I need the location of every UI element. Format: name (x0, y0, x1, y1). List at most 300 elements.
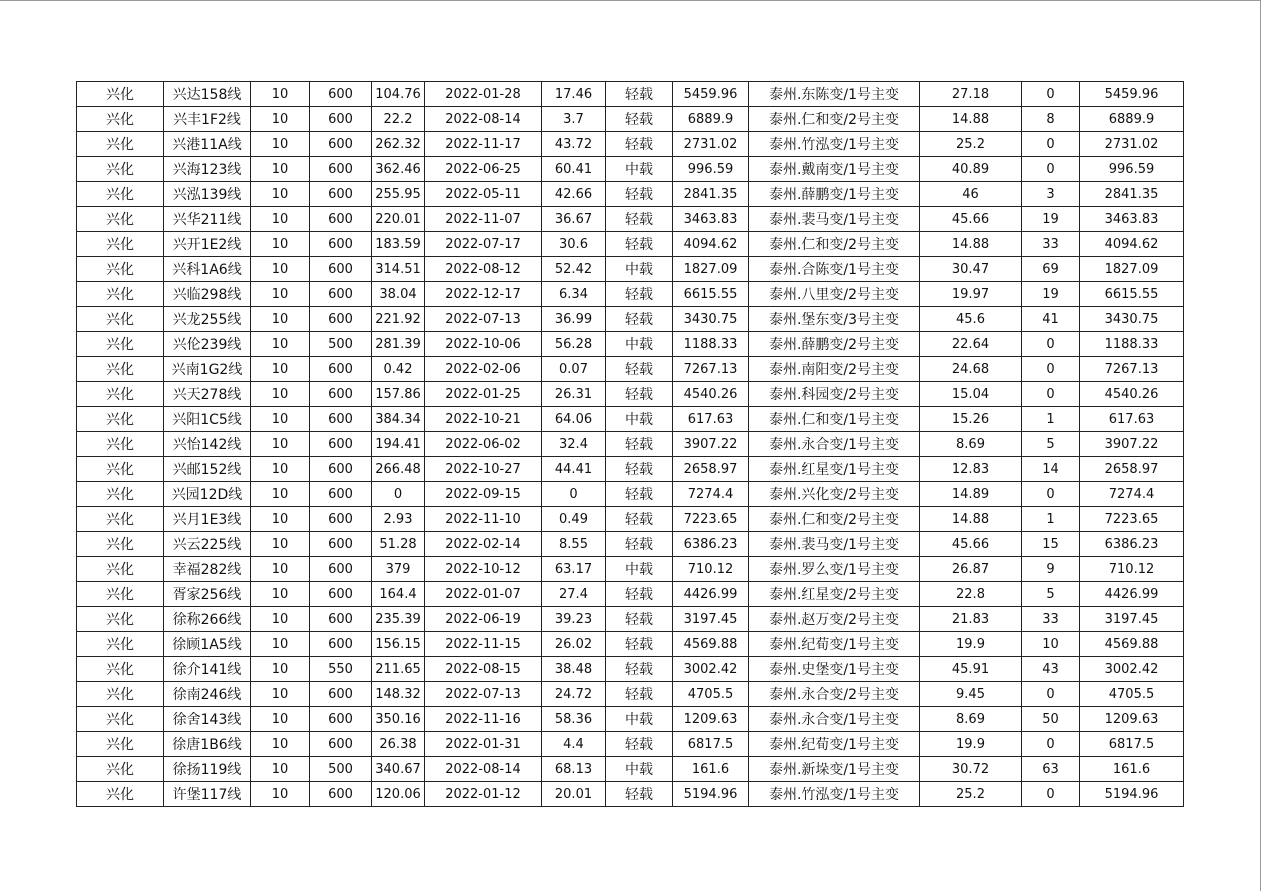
county-cell: 兴化 (77, 407, 164, 432)
capacity-cell: 600 (310, 82, 372, 107)
load-rate-cell: 24.72 (542, 682, 606, 707)
line-name-cell: 兴阳1C5线 (164, 407, 251, 432)
capacity-cell: 600 (310, 732, 372, 757)
load-cell: 156.15 (372, 632, 425, 657)
load-cell: 221.92 (372, 307, 425, 332)
line-name-cell: 兴邮152线 (164, 457, 251, 482)
capacity-cell: 600 (310, 207, 372, 232)
voltage-cell: 10 (251, 257, 310, 282)
load-rate-cell: 56.28 (542, 332, 606, 357)
load-status-cell: 轻载 (606, 532, 673, 557)
substation-cell: 泰州.仁和变/2号主变 (749, 507, 920, 532)
county-cell: 兴化 (77, 632, 164, 657)
spare-capacity-cell: 710.12 (673, 557, 749, 582)
date-cell: 2022-06-02 (425, 432, 542, 457)
count-cell: 1 (1022, 507, 1080, 532)
available-capacity-cell: 3463.83 (1080, 207, 1184, 232)
table-row (77, 682, 1184, 707)
voltage-cell: 10 (251, 382, 310, 407)
capacity-cell: 600 (310, 357, 372, 382)
load-status-cell: 轻载 (606, 382, 673, 407)
date-cell: 2022-02-06 (425, 357, 542, 382)
available-capacity-cell: 6615.55 (1080, 282, 1184, 307)
voltage-cell: 10 (251, 207, 310, 232)
spare-capacity-cell: 6615.55 (673, 282, 749, 307)
substation-cell: 泰州.史堡变/1号主变 (749, 657, 920, 682)
table-row (77, 782, 1184, 807)
line-name-cell: 兴伦239线 (164, 332, 251, 357)
county-cell: 兴化 (77, 607, 164, 632)
main-transformer-load-cell: 9.45 (920, 682, 1022, 707)
spare-capacity-cell: 4094.62 (673, 232, 749, 257)
main-transformer-load-cell: 21.83 (920, 607, 1022, 632)
load-cell: 157.86 (372, 382, 425, 407)
table-row (77, 732, 1184, 757)
available-capacity-cell: 5194.96 (1080, 782, 1184, 807)
date-cell: 2022-06-19 (425, 607, 542, 632)
load-status-cell: 轻载 (606, 507, 673, 532)
count-cell: 8 (1022, 107, 1080, 132)
substation-cell: 泰州.仁和变/2号主变 (749, 107, 920, 132)
county-cell: 兴化 (77, 657, 164, 682)
available-capacity-cell: 4094.62 (1080, 232, 1184, 257)
county-cell: 兴化 (77, 557, 164, 582)
available-capacity-cell: 1827.09 (1080, 257, 1184, 282)
table-row (77, 557, 1184, 582)
count-cell: 0 (1022, 482, 1080, 507)
voltage-cell: 10 (251, 132, 310, 157)
load-cell: 148.32 (372, 682, 425, 707)
spare-capacity-cell: 3002.42 (673, 657, 749, 682)
count-cell: 10 (1022, 632, 1080, 657)
voltage-cell: 10 (251, 232, 310, 257)
load-status-cell: 中载 (606, 707, 673, 732)
table-row (77, 482, 1184, 507)
capacity-cell: 600 (310, 307, 372, 332)
load-rate-cell: 36.99 (542, 307, 606, 332)
load-cell: 194.41 (372, 432, 425, 457)
table-row (77, 332, 1184, 357)
capacity-cell: 600 (310, 632, 372, 657)
capacity-cell: 600 (310, 257, 372, 282)
county-cell: 兴化 (77, 582, 164, 607)
load-rate-cell: 64.06 (542, 407, 606, 432)
spare-capacity-cell: 996.59 (673, 157, 749, 182)
substation-cell: 泰州.仁和变/2号主变 (749, 232, 920, 257)
load-cell: 340.67 (372, 757, 425, 782)
main-transformer-load-cell: 27.18 (920, 82, 1022, 107)
count-cell: 9 (1022, 557, 1080, 582)
date-cell: 2022-07-17 (425, 232, 542, 257)
capacity-cell: 600 (310, 707, 372, 732)
available-capacity-cell: 2841.35 (1080, 182, 1184, 207)
table-row (77, 757, 1184, 782)
line-name-cell: 兴海123线 (164, 157, 251, 182)
main-transformer-load-cell: 19.9 (920, 632, 1022, 657)
count-cell: 33 (1022, 607, 1080, 632)
county-cell: 兴化 (77, 282, 164, 307)
substation-cell: 泰州.永合变/1号主变 (749, 432, 920, 457)
load-rate-cell: 38.48 (542, 657, 606, 682)
main-transformer-load-cell: 25.2 (920, 132, 1022, 157)
main-transformer-load-cell: 14.89 (920, 482, 1022, 507)
table-row (77, 232, 1184, 257)
main-transformer-load-cell: 8.69 (920, 707, 1022, 732)
load-cell: 281.39 (372, 332, 425, 357)
date-cell: 2022-10-21 (425, 407, 542, 432)
line-name-cell: 兴科1A6线 (164, 257, 251, 282)
substation-cell: 泰州.八里变/2号主变 (749, 282, 920, 307)
count-cell: 14 (1022, 457, 1080, 482)
voltage-cell: 10 (251, 582, 310, 607)
voltage-cell: 10 (251, 432, 310, 457)
county-cell: 兴化 (77, 182, 164, 207)
voltage-cell: 10 (251, 632, 310, 657)
voltage-cell: 10 (251, 557, 310, 582)
load-rate-cell: 26.02 (542, 632, 606, 657)
available-capacity-cell: 710.12 (1080, 557, 1184, 582)
available-capacity-cell: 617.63 (1080, 407, 1184, 432)
available-capacity-cell: 2731.02 (1080, 132, 1184, 157)
table-row (77, 157, 1184, 182)
capacity-cell: 500 (310, 757, 372, 782)
load-rate-cell: 30.6 (542, 232, 606, 257)
capacity-cell: 600 (310, 107, 372, 132)
load-cell: 0 (372, 482, 425, 507)
county-cell: 兴化 (77, 782, 164, 807)
line-name-cell: 兴云225线 (164, 532, 251, 557)
voltage-cell: 10 (251, 507, 310, 532)
spare-capacity-cell: 5459.96 (673, 82, 749, 107)
load-rate-cell: 32.4 (542, 432, 606, 457)
substation-cell: 泰州.竹泓变/1号主变 (749, 782, 920, 807)
substation-cell: 泰州.罗么变/1号主变 (749, 557, 920, 582)
main-transformer-load-cell: 45.6 (920, 307, 1022, 332)
line-name-cell: 兴临298线 (164, 282, 251, 307)
substation-cell: 泰州.裴马变/1号主变 (749, 207, 920, 232)
available-capacity-cell: 3002.42 (1080, 657, 1184, 682)
county-cell: 兴化 (77, 157, 164, 182)
spare-capacity-cell: 7223.65 (673, 507, 749, 532)
date-cell: 2022-10-12 (425, 557, 542, 582)
capacity-cell: 600 (310, 582, 372, 607)
count-cell: 69 (1022, 257, 1080, 282)
count-cell: 0 (1022, 382, 1080, 407)
date-cell: 2022-11-16 (425, 707, 542, 732)
available-capacity-cell: 6817.5 (1080, 732, 1184, 757)
load-status-cell: 轻载 (606, 232, 673, 257)
load-rate-cell: 36.67 (542, 207, 606, 232)
available-capacity-cell: 6386.23 (1080, 532, 1184, 557)
load-status-cell: 中载 (606, 557, 673, 582)
voltage-cell: 10 (251, 407, 310, 432)
spare-capacity-cell: 6386.23 (673, 532, 749, 557)
load-rate-cell: 6.34 (542, 282, 606, 307)
load-rate-cell: 0.49 (542, 507, 606, 532)
count-cell: 19 (1022, 207, 1080, 232)
load-status-cell: 轻载 (606, 132, 673, 157)
county-cell: 兴化 (77, 132, 164, 157)
substation-cell: 泰州.戴南变/1号主变 (749, 157, 920, 182)
voltage-cell: 10 (251, 107, 310, 132)
load-status-cell: 轻载 (606, 282, 673, 307)
table-row (77, 132, 1184, 157)
load-status-cell: 轻载 (606, 82, 673, 107)
voltage-cell: 10 (251, 282, 310, 307)
substation-cell: 泰州.薛鹏变/1号主变 (749, 182, 920, 207)
load-cell: 266.48 (372, 457, 425, 482)
table-row (77, 282, 1184, 307)
count-cell: 5 (1022, 582, 1080, 607)
available-capacity-cell: 5459.96 (1080, 82, 1184, 107)
substation-cell: 泰州.纪荀变/1号主变 (749, 632, 920, 657)
line-name-cell: 兴月1E3线 (164, 507, 251, 532)
substation-cell: 泰州.竹泓变/1号主变 (749, 132, 920, 157)
load-cell: 235.39 (372, 607, 425, 632)
county-cell: 兴化 (77, 332, 164, 357)
date-cell: 2022-11-15 (425, 632, 542, 657)
load-cell: 362.46 (372, 157, 425, 182)
main-transformer-load-cell: 19.9 (920, 732, 1022, 757)
county-cell: 兴化 (77, 207, 164, 232)
load-status-cell: 中载 (606, 757, 673, 782)
available-capacity-cell: 4705.5 (1080, 682, 1184, 707)
table-row (77, 382, 1184, 407)
load-rate-cell: 3.7 (542, 107, 606, 132)
date-cell: 2022-08-14 (425, 107, 542, 132)
voltage-cell: 10 (251, 607, 310, 632)
county-cell: 兴化 (77, 357, 164, 382)
spare-capacity-cell: 5194.96 (673, 782, 749, 807)
main-transformer-load-cell: 45.91 (920, 657, 1022, 682)
capacity-cell: 600 (310, 182, 372, 207)
capacity-cell: 600 (310, 482, 372, 507)
load-status-cell: 轻载 (606, 732, 673, 757)
available-capacity-cell: 2658.97 (1080, 457, 1184, 482)
load-status-cell: 轻载 (606, 357, 673, 382)
date-cell: 2022-10-06 (425, 332, 542, 357)
load-status-cell: 中载 (606, 407, 673, 432)
capacity-cell: 600 (310, 507, 372, 532)
spare-capacity-cell: 1188.33 (673, 332, 749, 357)
line-name-cell: 徐扬119线 (164, 757, 251, 782)
voltage-cell: 10 (251, 307, 310, 332)
county-cell: 兴化 (77, 507, 164, 532)
main-transformer-load-cell: 24.68 (920, 357, 1022, 382)
main-transformer-load-cell: 22.64 (920, 332, 1022, 357)
county-cell: 兴化 (77, 707, 164, 732)
table-row (77, 82, 1184, 107)
available-capacity-cell: 7223.65 (1080, 507, 1184, 532)
count-cell: 43 (1022, 657, 1080, 682)
load-cell: 22.2 (372, 107, 425, 132)
main-transformer-load-cell: 46 (920, 182, 1022, 207)
load-rate-cell: 60.41 (542, 157, 606, 182)
table-row (77, 607, 1184, 632)
available-capacity-cell: 996.59 (1080, 157, 1184, 182)
capacity-cell: 550 (310, 657, 372, 682)
available-capacity-cell: 6889.9 (1080, 107, 1184, 132)
line-name-cell: 兴华211线 (164, 207, 251, 232)
substation-cell: 泰州.科园变/2号主变 (749, 382, 920, 407)
substation-cell: 泰州.红星变/1号主变 (749, 457, 920, 482)
spare-capacity-cell: 3463.83 (673, 207, 749, 232)
count-cell: 41 (1022, 307, 1080, 332)
load-cell: 104.76 (372, 82, 425, 107)
voltage-cell: 10 (251, 157, 310, 182)
table-row (77, 532, 1184, 557)
substation-cell: 泰州.红星变/2号主变 (749, 582, 920, 607)
line-name-cell: 兴怡142线 (164, 432, 251, 457)
line-name-cell: 兴开1E2线 (164, 232, 251, 257)
load-cell: 120.06 (372, 782, 425, 807)
load-cell: 2.93 (372, 507, 425, 532)
spare-capacity-cell: 4426.99 (673, 582, 749, 607)
load-rate-cell: 0 (542, 482, 606, 507)
load-status-cell: 轻载 (606, 607, 673, 632)
voltage-cell: 10 (251, 707, 310, 732)
date-cell: 2022-10-27 (425, 457, 542, 482)
available-capacity-cell: 4540.26 (1080, 382, 1184, 407)
substation-cell: 泰州.南阳变/2号主变 (749, 357, 920, 382)
voltage-cell: 10 (251, 182, 310, 207)
main-transformer-load-cell: 45.66 (920, 532, 1022, 557)
line-name-cell: 胥家256线 (164, 582, 251, 607)
main-transformer-load-cell: 12.83 (920, 457, 1022, 482)
capacity-cell: 600 (310, 782, 372, 807)
line-name-cell: 徐舍143线 (164, 707, 251, 732)
load-rate-cell: 20.01 (542, 782, 606, 807)
load-cell: 211.65 (372, 657, 425, 682)
substation-cell: 泰州.堡东变/3号主变 (749, 307, 920, 332)
substation-cell: 泰州.薛鹏变/2号主变 (749, 332, 920, 357)
load-rate-cell: 68.13 (542, 757, 606, 782)
county-cell: 兴化 (77, 457, 164, 482)
spare-capacity-cell: 2658.97 (673, 457, 749, 482)
date-cell: 2022-07-13 (425, 307, 542, 332)
count-cell: 1 (1022, 407, 1080, 432)
available-capacity-cell: 7267.13 (1080, 357, 1184, 382)
county-cell: 兴化 (77, 257, 164, 282)
available-capacity-cell: 4426.99 (1080, 582, 1184, 607)
main-transformer-load-cell: 45.66 (920, 207, 1022, 232)
line-name-cell: 兴泓139线 (164, 182, 251, 207)
spare-capacity-cell: 6817.5 (673, 732, 749, 757)
table-row (77, 307, 1184, 332)
line-name-cell: 兴龙255线 (164, 307, 251, 332)
table-row (77, 257, 1184, 282)
load-status-cell: 中载 (606, 332, 673, 357)
load-cell: 384.34 (372, 407, 425, 432)
voltage-cell: 10 (251, 357, 310, 382)
count-cell: 0 (1022, 732, 1080, 757)
spare-capacity-cell: 6889.9 (673, 107, 749, 132)
count-cell: 3 (1022, 182, 1080, 207)
date-cell: 2022-01-28 (425, 82, 542, 107)
table-row (77, 632, 1184, 657)
capacity-cell: 600 (310, 457, 372, 482)
main-transformer-load-cell: 30.47 (920, 257, 1022, 282)
substation-cell: 泰州.赵万变/2号主变 (749, 607, 920, 632)
voltage-cell: 10 (251, 682, 310, 707)
main-transformer-load-cell: 14.88 (920, 232, 1022, 257)
spare-capacity-cell: 7274.4 (673, 482, 749, 507)
date-cell: 2022-02-14 (425, 532, 542, 557)
load-rate-cell: 17.46 (542, 82, 606, 107)
spare-capacity-cell: 1209.63 (673, 707, 749, 732)
load-cell: 220.01 (372, 207, 425, 232)
county-cell: 兴化 (77, 82, 164, 107)
load-rate-cell: 4.4 (542, 732, 606, 757)
capacity-cell: 600 (310, 232, 372, 257)
voltage-cell: 10 (251, 782, 310, 807)
main-transformer-load-cell: 8.69 (920, 432, 1022, 457)
spare-capacity-cell: 2731.02 (673, 132, 749, 157)
available-capacity-cell: 4569.88 (1080, 632, 1184, 657)
date-cell: 2022-11-17 (425, 132, 542, 157)
load-status-cell: 轻载 (606, 682, 673, 707)
date-cell: 2022-11-10 (425, 507, 542, 532)
capacity-cell: 600 (310, 432, 372, 457)
date-cell: 2022-08-12 (425, 257, 542, 282)
capacity-cell: 600 (310, 132, 372, 157)
load-rate-cell: 39.23 (542, 607, 606, 632)
count-cell: 0 (1022, 357, 1080, 382)
load-status-cell: 轻载 (606, 782, 673, 807)
line-name-cell: 徐称266线 (164, 607, 251, 632)
county-cell: 兴化 (77, 232, 164, 257)
line-name-cell: 徐唐1B6线 (164, 732, 251, 757)
date-cell: 2022-08-15 (425, 657, 542, 682)
count-cell: 5 (1022, 432, 1080, 457)
line-name-cell: 兴达158线 (164, 82, 251, 107)
available-capacity-cell: 7274.4 (1080, 482, 1184, 507)
main-transformer-load-cell: 22.8 (920, 582, 1022, 607)
substation-cell: 泰州.裴马变/1号主变 (749, 532, 920, 557)
substation-cell: 泰州.纪荀变/1号主变 (749, 732, 920, 757)
available-capacity-cell: 3430.75 (1080, 307, 1184, 332)
load-rate-cell: 58.36 (542, 707, 606, 732)
capacity-cell: 600 (310, 682, 372, 707)
table-row (77, 707, 1184, 732)
capacity-cell: 500 (310, 332, 372, 357)
main-transformer-load-cell: 30.72 (920, 757, 1022, 782)
county-cell: 兴化 (77, 732, 164, 757)
load-status-cell: 轻载 (606, 482, 673, 507)
capacity-cell: 600 (310, 157, 372, 182)
capacity-cell: 600 (310, 282, 372, 307)
load-rate-cell: 0.07 (542, 357, 606, 382)
spare-capacity-cell: 7267.13 (673, 357, 749, 382)
voltage-cell: 10 (251, 757, 310, 782)
substation-cell: 泰州.兴化变/2号主变 (749, 482, 920, 507)
load-status-cell: 中载 (606, 157, 673, 182)
line-name-cell: 兴南1G2线 (164, 357, 251, 382)
line-name-cell: 徐介141线 (164, 657, 251, 682)
count-cell: 15 (1022, 532, 1080, 557)
main-transformer-load-cell: 14.88 (920, 107, 1022, 132)
county-cell: 兴化 (77, 107, 164, 132)
count-cell: 33 (1022, 232, 1080, 257)
table-row (77, 507, 1184, 532)
table-row (77, 107, 1184, 132)
date-cell: 2022-08-14 (425, 757, 542, 782)
county-cell: 兴化 (77, 382, 164, 407)
load-rate-cell: 26.31 (542, 382, 606, 407)
table-row (77, 357, 1184, 382)
load-cell: 262.32 (372, 132, 425, 157)
spare-capacity-cell: 3430.75 (673, 307, 749, 332)
